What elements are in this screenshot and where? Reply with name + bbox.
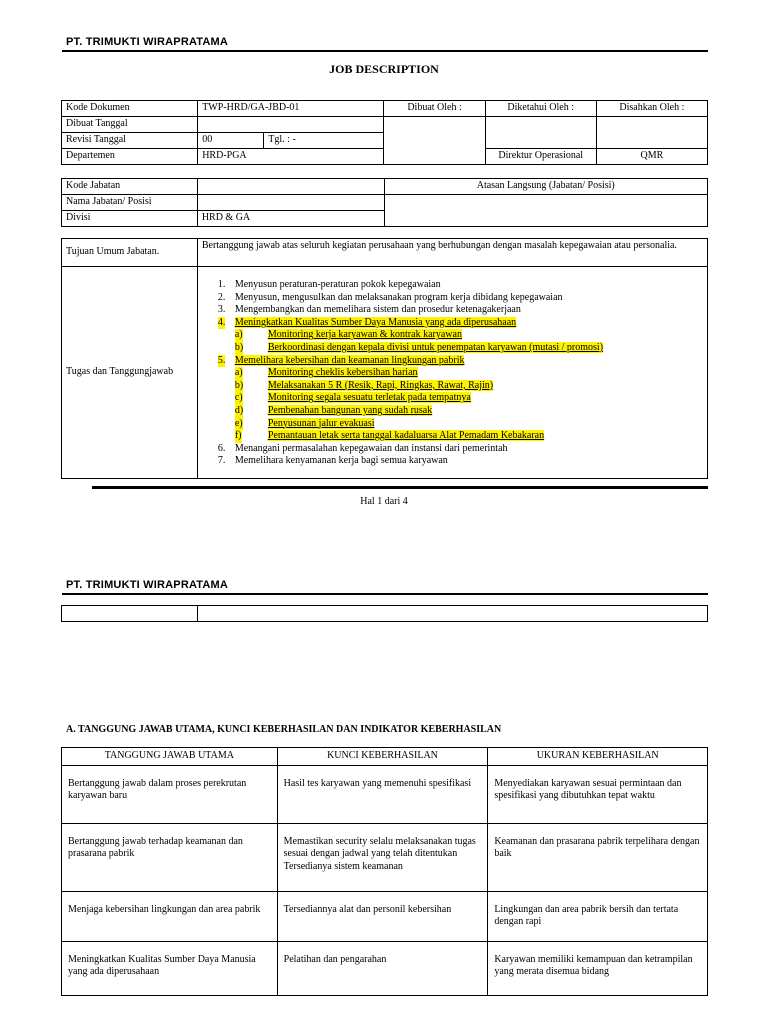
kpi-cell-kunci: Tersediannya alat dan personil kebersihan [277, 891, 488, 941]
tugas-subitem-text: Pemantauan letak serta tanggal kadaluarsa Alat Pemadam Kebakaran [267, 430, 545, 442]
tugas-subitem [218, 342, 703, 355]
kpi-cell-tanggung-jawab: Meningkatkan Kualitas Sumber Daya Manusia yang ada diperusahaan [62, 941, 278, 995]
page2-info-label [62, 606, 198, 622]
tgl-label: Tgl. : - [264, 133, 384, 149]
kpi-cell-kunci: Hasil tes karyawan yang memenuhi spesifikasi [277, 765, 488, 823]
kpi-cell-tanggung-jawab: Bertanggung jawab dalam proses perekrutan karyawan baru [62, 765, 278, 823]
tugas-subitem-text: Melaksanakan 5 R (Resik, Rapi, Ringkas, Rawat, Rajin) [267, 379, 494, 391]
tugas-item-text: Memelihara kebersihan dan keamanan lingkungan pabrik [234, 354, 465, 366]
kpi-row [62, 941, 708, 995]
tugas-subitem-text: Monitoring kerja karyawan & kontrak karyawan [267, 329, 462, 341]
job-info-table [61, 178, 708, 227]
tugas-item [218, 292, 703, 305]
page-end-rule [92, 486, 708, 489]
kpi-row [62, 765, 708, 823]
tugas-item-text: Meningkatkan Kualitas Sumber Daya Manusia yang ada diperusahaan [234, 316, 517, 328]
kpi-cell-ukuran: Menyediakan karyawan sesuai permintaan dan spesifikasi yang dibutuhkan tepat waktu [488, 765, 708, 823]
tugas-item [218, 304, 703, 317]
kpi-table [61, 747, 708, 996]
tugas-item-number: 2. [217, 291, 226, 303]
kpi-header-ukuran: UKURAN KEBERHASILAN [488, 748, 708, 766]
tugas-subitem-letter: b) [234, 341, 244, 353]
divisi-label: Divisi [62, 211, 198, 227]
tugas-item-number: 5. [217, 354, 226, 366]
tugas-list [218, 279, 703, 468]
tugas-item [218, 355, 703, 368]
kpi-cell-ukuran: Lingkungan dan area pabrik bersih dan tertata dengan rapi [488, 891, 708, 941]
tugas-subitem [218, 392, 703, 405]
duties-table [61, 238, 708, 479]
tugas-subitem-text: Berkoordinasi dengan kepala divisi untuk penempatan karyawan (mutasi / promosi) [267, 341, 604, 353]
tugas-subitem [218, 418, 703, 431]
revisi-label: Revisi Tanggal [62, 133, 198, 149]
tugas-item-text: Menangani permasalahan kepegawaian dan instansi dari pemerintah [234, 442, 508, 454]
kode-dokumen-value: TWP-HRD/GA-JBD-01 [198, 101, 384, 117]
atasan-label: Atasan Langsung (Jabatan/ Posisi) [384, 179, 708, 195]
tujuan-label: Tujuan Umum Jabatan. [62, 239, 198, 267]
departemen-value: HRD-PGA [198, 149, 384, 165]
tugas-item-text: Menyusun, mengusulkan dan melaksanakan program kerja dibidang kepegawaian [234, 291, 563, 303]
tugas-item-number: 1. [217, 279, 226, 290]
direktur-label: Direktur Operasional [485, 149, 596, 165]
tujuan-text: Bertanggung jawab atas seluruh kegiatan perusahaan yang berhubungan dengan masalah kepegawaian atau personalia. [197, 239, 707, 267]
kpi-header-kunci: KUNCI KEBERHASILAN [277, 748, 488, 766]
tugas-item-number: 4. [217, 316, 226, 328]
revisi-value: 00 [198, 133, 264, 149]
dibuat-tanggal-value [198, 117, 384, 133]
tugas-subitem [218, 430, 703, 443]
tugas-subitem-letter: b) [234, 379, 244, 391]
kpi-header-tanggung-jawab: TANGGUNG JAWAB UTAMA [62, 748, 278, 766]
kpi-cell-tanggung-jawab: Menjaga kebersihan lingkungan dan area pabrik [62, 891, 278, 941]
dibuat-tanggal-label: Dibuat Tanggal [62, 117, 198, 133]
dibuat-oleh-label: Dibuat Oleh : [384, 101, 485, 117]
kode-dokumen-label: Kode Dokumen [62, 101, 198, 117]
tugas-subitem-letter: f) [234, 430, 242, 442]
diketahui-oleh-sign [485, 117, 596, 149]
kode-jabatan-label: Kode Jabatan [62, 179, 198, 195]
kpi-row [62, 823, 708, 891]
tugas-subitem-letter: a) [234, 367, 243, 379]
tugas-subitem [218, 405, 703, 418]
document-info-table [61, 100, 708, 165]
tugas-subitem-letter: e) [234, 417, 243, 429]
company-name-page2: PT. TRIMUKTI WIRAPRATAMA [66, 579, 229, 591]
tugas-item-text: Menyusun peraturan-peraturan pokok kepegawaian [234, 279, 441, 290]
page2-info-value [197, 606, 707, 622]
kode-jabatan-value [197, 179, 384, 195]
kpi-cell-ukuran: Karyawan memiliki kemampuan dan ketrampilan yang merata disemua bidang [488, 941, 708, 995]
page-number: Hal 1 dari 4 [360, 496, 408, 507]
tugas-item-text: Mengembangkan dan memelihara sistem dan prosedur ketenagakerjaan [234, 304, 521, 316]
section-a-title: A. TANGGUNG JAWAB UTAMA, KUNCI KEBERHASILAN DAN INDIKATOR KEBERHASILAN [66, 724, 502, 735]
disahkan-oleh-label: Disahkan Oleh : [596, 101, 707, 117]
departemen-label: Departemen [62, 149, 198, 165]
tugas-subitem-text: Monitoring cheklis kebersihan harian [267, 367, 418, 379]
divisi-value: HRD & GA [197, 211, 384, 227]
tugas-subitem-letter: d) [234, 404, 244, 416]
atasan-value [384, 195, 708, 227]
nama-jabatan-label: Nama Jabatan/ Posisi [62, 195, 198, 211]
tugas-item-text: Memelihara kenyamanan kerja bagi semua karyawan [234, 455, 448, 467]
tugas-label: Tugas dan Tanggungjawab [62, 267, 198, 479]
kpi-cell-kunci: Memastikan security selalu melaksanakan tugas sesuai dengan jadwal yang telah ditentukan Tersedianya sistem keamanan [277, 823, 488, 891]
diketahui-oleh-label: Diketahui Oleh : [485, 101, 596, 117]
tugas-item [218, 317, 703, 330]
tugas-item [218, 455, 703, 468]
kpi-cell-tanggung-jawab: Bertanggung jawab terhadap keamanan dan prasarana pabrik [62, 823, 278, 891]
tugas-item-number: 3. [217, 304, 226, 316]
page2-info-table [61, 605, 708, 622]
tugas-subitem-letter: c) [234, 392, 243, 404]
tugas-subitem-text: Monitoring segala sesuatu terletak pada tempatnya [267, 392, 471, 404]
tugas-item [218, 443, 703, 456]
header-rule-page2 [62, 593, 708, 595]
company-name: PT. TRIMUKTI WIRAPRATAMA [66, 36, 229, 48]
tugas-item-number: 6. [217, 442, 226, 454]
tugas-list-cell [197, 267, 707, 479]
kpi-cell-ukuran: Keamanan dan prasarana pabrik terpelihara dengan baik [488, 823, 708, 891]
header-rule [62, 50, 708, 52]
nama-jabatan-value [197, 195, 384, 211]
tugas-subitem-letter: a) [234, 329, 243, 341]
qmr-label: QMR [596, 149, 707, 165]
tugas-subitem-text: Penyusunan jalur evakuasi [267, 417, 375, 429]
dibuat-oleh-sign [384, 117, 485, 165]
kpi-cell-kunci: Pelatihan dan pengarahan [277, 941, 488, 995]
document-title: JOB DESCRIPTION [329, 62, 439, 76]
tugas-item-number: 7. [217, 455, 226, 467]
tugas-item [218, 279, 703, 292]
tugas-subitem [218, 329, 703, 342]
tugas-subitem-text: Pembenahan bangunan yang sudah rusak [267, 404, 433, 416]
disahkan-oleh-sign [596, 117, 707, 149]
tugas-subitem [218, 380, 703, 393]
tugas-subitem [218, 367, 703, 380]
kpi-row [62, 891, 708, 941]
